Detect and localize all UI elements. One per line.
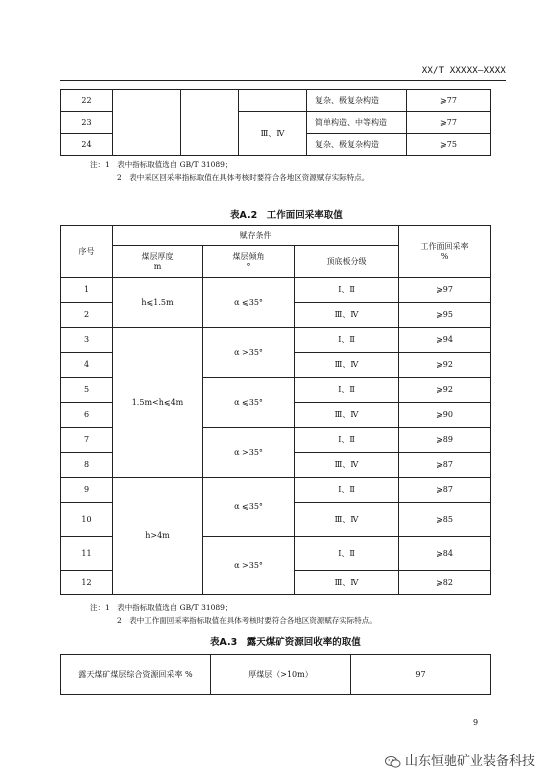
row-number: 9 xyxy=(61,478,113,503)
header-dip xyxy=(203,246,295,278)
row-number: 10 xyxy=(61,503,113,537)
structure-cell: 简单构造、中等构造 xyxy=(307,112,407,134)
empty-cell xyxy=(239,90,307,112)
roof-cell: Ⅲ、Ⅳ xyxy=(295,303,399,328)
row-number: 7 xyxy=(61,428,113,453)
row-number: 2 xyxy=(61,303,113,328)
document-code: XX/T XXXXX—XXXX xyxy=(421,66,506,76)
header-no: 序号 xyxy=(61,226,113,278)
value-cell: ⩾75 xyxy=(407,134,491,156)
row-number: 12 xyxy=(61,571,113,595)
header-thickness-unit: m xyxy=(153,261,162,271)
row-number: 23 xyxy=(61,112,113,134)
header-rule xyxy=(60,80,506,81)
value-cell: ⩾77 xyxy=(407,112,491,134)
brand-text: 山东恒驰矿业装备科技 xyxy=(405,754,536,769)
row-number: 11 xyxy=(61,537,113,571)
table-row xyxy=(61,328,491,353)
structure-cell: 复杂、极复杂构造 xyxy=(307,134,407,156)
dip-cell: α >35° xyxy=(203,328,295,378)
dip-cell: α ⩽35° xyxy=(203,478,295,537)
rate-cell: ⩾87 xyxy=(399,478,491,503)
roof-group-cell: Ⅲ、Ⅳ xyxy=(239,112,307,156)
roof-cell: Ⅰ、Ⅱ xyxy=(295,378,399,403)
rate-cell: ⩾85 xyxy=(399,503,491,537)
roof-cell: Ⅲ、Ⅳ xyxy=(295,503,399,537)
header-dip-unit: ° xyxy=(246,261,251,271)
row-number: 4 xyxy=(61,353,113,378)
roof-cell: Ⅰ、Ⅱ xyxy=(295,278,399,303)
structure-cell: 复杂、极复杂构造 xyxy=(307,90,407,112)
thickness-cell: h>4m xyxy=(113,478,203,595)
empty-cell xyxy=(113,90,181,156)
rate-cell: ⩾82 xyxy=(399,571,491,595)
header-rate xyxy=(399,226,491,278)
rate-cell: ⩾92 xyxy=(399,353,491,378)
header-roof: 顶底板分级 xyxy=(295,246,399,278)
header-rate-unit: % xyxy=(440,251,449,261)
rate-cell: ⩾90 xyxy=(399,403,491,428)
table-a2 xyxy=(60,225,491,595)
header-thickness xyxy=(113,246,203,278)
header-conditions: 赋存条件 xyxy=(113,226,399,246)
header-rate-label: 工作面回采率 xyxy=(420,241,469,251)
table-header-row xyxy=(61,226,491,246)
value-cell: ⩾77 xyxy=(407,90,491,112)
row-number: 5 xyxy=(61,378,113,403)
header-dip-label: 煤层倾角 xyxy=(232,251,265,261)
table-a1-note-1: 注：1 表中指标取值选自 GB/T 31089； xyxy=(90,160,233,169)
table-a2-note-2: 2 表中工作面回采率指标取值在具体考核时要符合各地区资源赋存实际特点。 xyxy=(117,616,377,625)
table-a3 xyxy=(60,654,491,695)
table-a1-note-2: 2 表中采区回采率指标取值在具体考核时要符合各地区资源赋存实际特点。 xyxy=(117,173,370,182)
rate-cell: ⩾97 xyxy=(399,278,491,303)
table-row xyxy=(61,478,491,503)
table-a3-caption: 表A.3 露天煤矿资源回收率的取值 xyxy=(210,637,361,648)
watermark-brand xyxy=(385,750,535,769)
rate-cell: ⩾94 xyxy=(399,328,491,353)
table-row xyxy=(61,278,491,303)
row-number: 8 xyxy=(61,453,113,478)
roof-cell: Ⅲ、Ⅳ xyxy=(295,571,399,595)
condition-cell: 厚煤层（>10m） xyxy=(211,655,351,695)
table-row xyxy=(61,90,491,112)
roof-cell: Ⅲ、Ⅳ xyxy=(295,403,399,428)
value-cell: 97 xyxy=(351,655,491,695)
table-row xyxy=(61,655,491,695)
thickness-cell: h⩽1.5m xyxy=(113,278,203,328)
header-thickness-label: 煤层厚度 xyxy=(141,251,174,261)
page-number: 9 xyxy=(473,718,479,727)
rate-cell: ⩾84 xyxy=(399,537,491,571)
dip-cell: α >35° xyxy=(203,428,295,478)
roof-cell: Ⅲ、Ⅳ xyxy=(295,353,399,378)
row-number: 24 xyxy=(61,134,113,156)
row-number: 3 xyxy=(61,328,113,353)
thickness-cell: 1.5m<h⩽4m xyxy=(113,328,203,478)
wechat-icon xyxy=(385,755,401,769)
roof-cell: Ⅰ、Ⅱ xyxy=(295,478,399,503)
roof-cell: Ⅰ、Ⅱ xyxy=(295,328,399,353)
dip-cell: α ⩽35° xyxy=(203,278,295,328)
dip-cell: α ⩽35° xyxy=(203,378,295,428)
table-a1-continuation xyxy=(60,89,491,156)
rate-cell: ⩾92 xyxy=(399,378,491,403)
label-cell: 露天煤矿煤层综合资源回采率 % xyxy=(61,655,211,695)
rate-cell: ⩾89 xyxy=(399,428,491,453)
rate-cell: ⩾87 xyxy=(399,453,491,478)
rate-cell: ⩾95 xyxy=(399,303,491,328)
empty-cell xyxy=(181,90,239,156)
table-a2-note-1: 注：1 表中指标取值选自 GB/T 31089； xyxy=(90,603,233,612)
row-number: 6 xyxy=(61,403,113,428)
row-number: 22 xyxy=(61,90,113,112)
roof-cell: Ⅰ、Ⅱ xyxy=(295,537,399,571)
table-a2-caption: 表A.2 工作面回采率取值 xyxy=(230,210,343,221)
roof-cell: Ⅰ、Ⅱ xyxy=(295,428,399,453)
row-number: 1 xyxy=(61,278,113,303)
dip-cell: α >35° xyxy=(203,537,295,595)
roof-cell: Ⅲ、Ⅳ xyxy=(295,453,399,478)
